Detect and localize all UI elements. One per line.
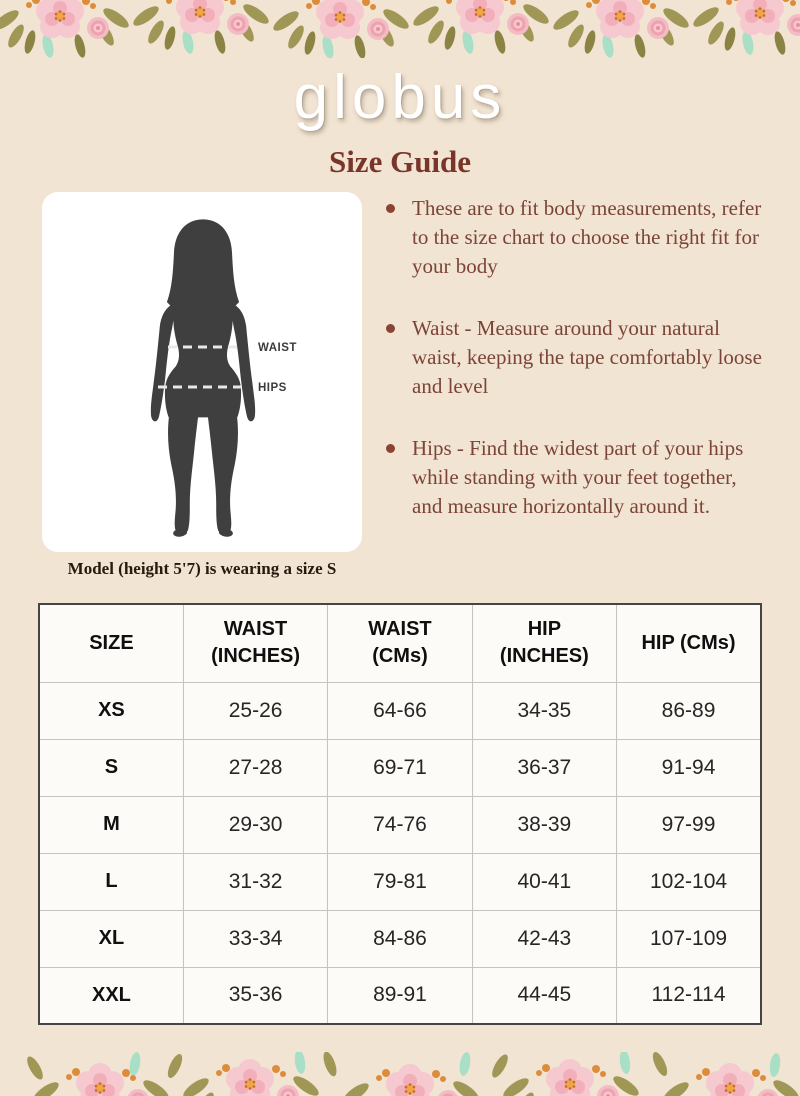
table-cell: 102-104 xyxy=(617,853,761,910)
column-header-waist-cms: WAIST (CMs) xyxy=(328,604,472,682)
table-cell: XS xyxy=(39,682,183,739)
table-row xyxy=(39,967,761,1024)
silhouette-right-leg xyxy=(207,412,238,533)
table-cell: 38-39 xyxy=(472,796,616,853)
table-cell: 84-86 xyxy=(328,910,472,967)
table-cell: 89-91 xyxy=(328,967,472,1024)
table-cell: 42-43 xyxy=(472,910,616,967)
instruction-text: Waist - Measure around your natural waist, keeping the tape comfortably loose and level xyxy=(412,316,762,398)
table-cell: XL xyxy=(39,910,183,967)
bullet-icon xyxy=(386,444,395,453)
silhouette-left-leg xyxy=(168,412,199,533)
table-cell: 112-114 xyxy=(617,967,761,1024)
table-cell: 33-34 xyxy=(183,910,327,967)
instruction-item xyxy=(384,434,764,521)
table-cell: S xyxy=(39,739,183,796)
table-cell: 86-89 xyxy=(617,682,761,739)
table-cell: 35-36 xyxy=(183,967,327,1024)
table-row xyxy=(39,682,761,739)
floral-border-top xyxy=(0,0,800,58)
measurement-figure-card xyxy=(42,192,362,552)
table-cell: 34-35 xyxy=(472,682,616,739)
table-row xyxy=(39,853,761,910)
table-cell: M xyxy=(39,796,183,853)
table-cell: 91-94 xyxy=(617,739,761,796)
column-header-size: SIZE xyxy=(39,604,183,682)
table-cell: 36-37 xyxy=(472,739,616,796)
bullet-icon xyxy=(386,324,395,333)
table-cell: 27-28 xyxy=(183,739,327,796)
hips-label: HIPS xyxy=(258,382,287,394)
table-cell: XXL xyxy=(39,967,183,1024)
table-cell: 31-32 xyxy=(183,853,327,910)
instruction-item xyxy=(384,194,764,281)
instruction-text: Hips - Find the widest part of your hips while standing with your feet together, and measure horizontally around it. xyxy=(412,436,744,518)
instruction-list xyxy=(384,194,764,521)
waist-label: WAIST xyxy=(258,342,297,354)
instruction-text: These are to fit body measurements, refer to the size chart to choose the right fit for your body xyxy=(412,196,762,278)
table-cell: 69-71 xyxy=(328,739,472,796)
table-cell: 107-109 xyxy=(617,910,761,967)
table-cell: 74-76 xyxy=(328,796,472,853)
page-title: Size Guide xyxy=(328,144,472,179)
table-cell: 40-41 xyxy=(472,853,616,910)
instruction-item xyxy=(384,314,764,401)
column-header-hip-cms: HIP (CMs) xyxy=(617,604,761,682)
table-cell: 29-30 xyxy=(183,796,327,853)
table-cell: 44-45 xyxy=(472,967,616,1024)
bullet-icon xyxy=(386,204,395,213)
brand-logo: globus xyxy=(293,63,507,132)
silhouette-torso xyxy=(165,294,241,418)
table-row xyxy=(39,910,761,967)
table-row xyxy=(39,796,761,853)
body-silhouette xyxy=(42,192,362,552)
table-cell: 97-99 xyxy=(617,796,761,853)
table-header-row xyxy=(39,604,761,682)
floral-border-bottom xyxy=(0,1052,800,1096)
table-cell: 79-81 xyxy=(328,853,472,910)
table-row xyxy=(39,739,761,796)
table-cell: L xyxy=(39,853,183,910)
size-chart-table xyxy=(38,603,762,1025)
model-size-caption: Model (height 5'7) is wearing a size S xyxy=(67,559,337,578)
table-cell: 64-66 xyxy=(328,682,472,739)
column-header-waist-inches: WAIST (INCHES) xyxy=(183,604,327,682)
table-cell: 25-26 xyxy=(183,682,327,739)
column-header-hip-inches: HIP (INCHES) xyxy=(472,604,616,682)
